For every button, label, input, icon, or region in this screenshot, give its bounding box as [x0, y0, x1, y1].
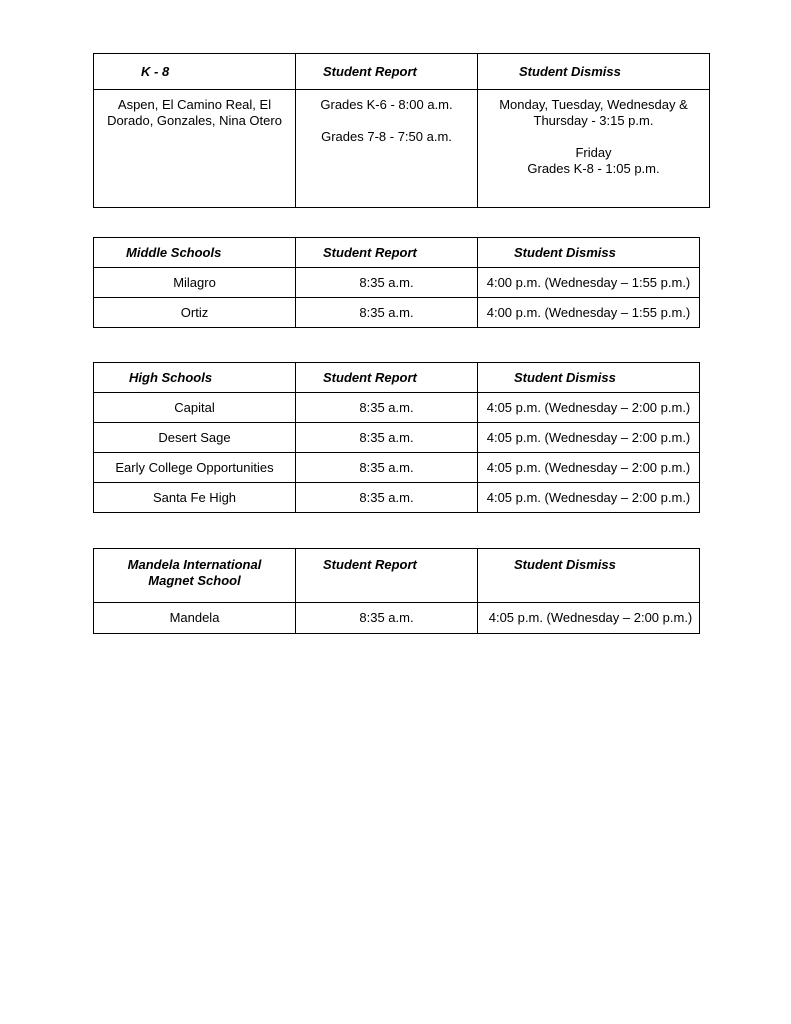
report-time-cell: 8:35 a.m. — [296, 453, 478, 483]
middle-schools-header-dismiss: Student Dismiss — [478, 238, 700, 268]
middle-schools-header-row — [94, 238, 700, 268]
table-row — [94, 298, 700, 328]
report-time-cell: 8:35 a.m. — [296, 298, 478, 328]
report-time-cell: 8:35 a.m. — [296, 483, 478, 513]
report-time-cell: 8:35 a.m. — [296, 393, 478, 423]
table-row — [94, 453, 700, 483]
mandela-table — [93, 548, 700, 634]
dismiss-time-cell: 4:00 p.m. (Wednesday – 1:55 p.m.) — [478, 268, 700, 298]
dismiss-time-cell: 4:05 p.m. (Wednesday – 2:00 p.m.) — [478, 603, 700, 634]
k8-schedule-table — [93, 53, 710, 208]
dismiss-time-cell: 4:05 p.m. (Wednesday – 2:00 p.m.) — [478, 393, 700, 423]
mandela-header-row — [94, 549, 700, 603]
school-name-cell: Milagro — [94, 268, 296, 298]
dismiss-time-cell: 4:05 p.m. (Wednesday – 2:00 p.m.) — [478, 483, 700, 513]
k8-header-dismiss: Student Dismiss — [478, 54, 710, 90]
mandela-header-report: Student Report — [296, 549, 478, 603]
school-name-cell: Santa Fe High — [94, 483, 296, 513]
report-time-cell: 8:35 a.m. — [296, 268, 478, 298]
school-name-cell: Desert Sage — [94, 423, 296, 453]
mandela-header-schools: Mandela International Magnet School — [94, 549, 296, 603]
school-name-cell: Ortiz — [94, 298, 296, 328]
table-row — [94, 268, 700, 298]
high-schools-header-report: Student Report — [296, 363, 478, 393]
k8-schools-cell: Aspen, El Camino Real, El Dorado, Gonzales, Nina Otero — [94, 90, 296, 208]
school-name-cell: Capital — [94, 393, 296, 423]
high-schools-header-schools: High Schools — [94, 363, 296, 393]
middle-schools-header-schools: Middle Schools — [94, 238, 296, 268]
report-time-cell: 8:35 a.m. — [296, 603, 478, 634]
middle-schools-table — [93, 237, 700, 328]
dismiss-time-cell: 4:05 p.m. (Wednesday – 2:00 p.m.) — [478, 453, 700, 483]
school-name-cell: Mandela — [94, 603, 296, 634]
k8-header-row — [94, 54, 710, 90]
k8-body-row — [94, 90, 710, 208]
k8-dismiss-cell: Monday, Tuesday, Wednesday & Thursday - 3:15 p.m. Friday Grades K-8 - 1:05 p.m. — [478, 90, 710, 208]
k8-header-schools: K - 8 — [94, 54, 296, 90]
table-row — [94, 483, 700, 513]
table-row — [94, 423, 700, 453]
middle-schools-header-report: Student Report — [296, 238, 478, 268]
dismiss-time-cell: 4:00 p.m. (Wednesday – 1:55 p.m.) — [478, 298, 700, 328]
high-schools-header-dismiss: Student Dismiss — [478, 363, 700, 393]
mandela-header-dismiss: Student Dismiss — [478, 549, 700, 603]
high-schools-header-row — [94, 363, 700, 393]
dismiss-time-cell: 4:05 p.m. (Wednesday – 2:00 p.m.) — [478, 423, 700, 453]
high-schools-table — [93, 362, 700, 513]
k8-report-cell: Grades K-6 - 8:00 a.m. Grades 7-8 - 7:50 a.m. — [296, 90, 478, 208]
report-time-cell: 8:35 a.m. — [296, 423, 478, 453]
table-row — [94, 393, 700, 423]
school-name-cell: Early College Opportunities — [94, 453, 296, 483]
k8-header-report: Student Report — [296, 54, 478, 90]
table-row — [94, 603, 700, 634]
